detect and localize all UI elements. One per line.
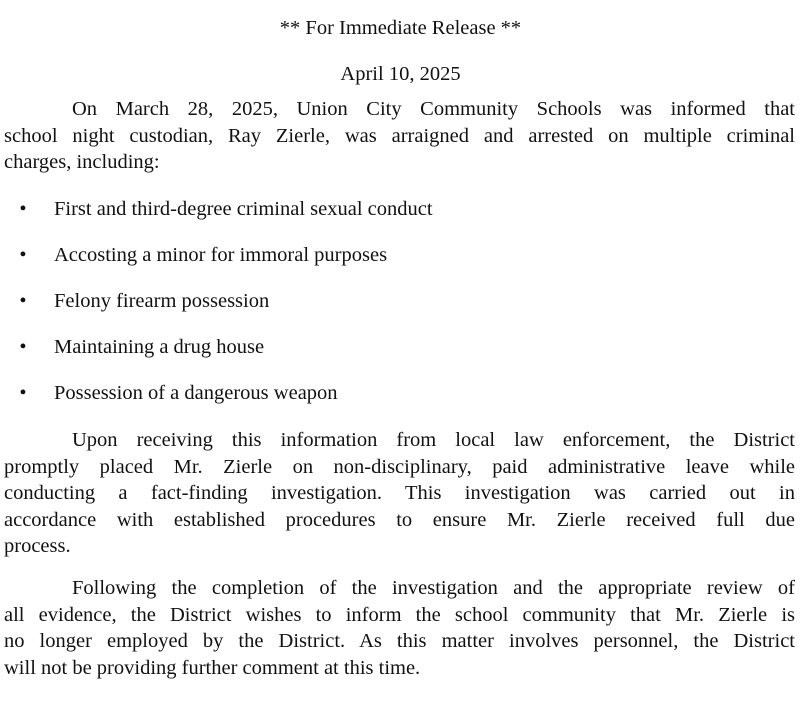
intro-paragraph <box>4 96 795 176</box>
charge-text: First and third-degree criminal sexual conduct <box>54 198 433 220</box>
intro-line-3: charges, including: <box>4 151 160 173</box>
investigation-line-1: Upon receiving this information from local law enforcement, the District <box>72 429 795 451</box>
conclusion-paragraph <box>4 575 795 681</box>
charge-text: Felony firearm possession <box>54 290 270 312</box>
conclusion-line-4: will not be providing further comment at this time. <box>4 656 421 679</box>
bullet-icon: • <box>19 382 27 404</box>
bullet-icon: • <box>19 290 27 312</box>
bullet-icon: • <box>19 198 27 220</box>
intro-line-2: school night custodian, Ray Zierle, was arraigned and arrested on multiple criminal <box>4 124 795 147</box>
bullet-icon: • <box>19 244 27 266</box>
list-item <box>0 288 801 314</box>
conclusion-line-1: Following the completion of the investigation and the appropriate review of <box>72 577 795 599</box>
release-date: April 10, 2025 <box>340 63 461 85</box>
investigation-line-4: accordance with established procedures to ensure Mr. Zierle received full due <box>4 508 795 531</box>
conclusion-line-2: all evidence, the District wishes to inform the school community that Mr. Zierle is <box>4 603 795 626</box>
list-item <box>0 242 801 268</box>
charge-text: Maintaining a drug house <box>54 336 265 358</box>
release-header: ** For Immediate Release ** <box>279 17 522 39</box>
list-item <box>0 196 801 222</box>
investigation-line-2: promptly placed Mr. Zierle on non-disciplinary, paid administrative leave while <box>4 455 795 478</box>
list-item <box>0 334 801 360</box>
charge-text: Accosting a minor for immoral purposes <box>54 244 388 266</box>
investigation-line-5: process. <box>4 535 71 557</box>
list-item <box>0 380 801 406</box>
investigation-line-3: conducting a fact-finding investigation. This investigation was carried out in <box>4 482 795 504</box>
charge-text: Possession of a dangerous weapon <box>54 382 338 404</box>
bullet-icon: • <box>19 336 27 358</box>
investigation-paragraph <box>4 427 795 560</box>
intro-line-1: On March 28, 2025, Union City Community Schools was informed that <box>72 98 795 120</box>
conclusion-line-3: no longer employed by the District. As this matter involves personnel, the District <box>4 630 795 652</box>
